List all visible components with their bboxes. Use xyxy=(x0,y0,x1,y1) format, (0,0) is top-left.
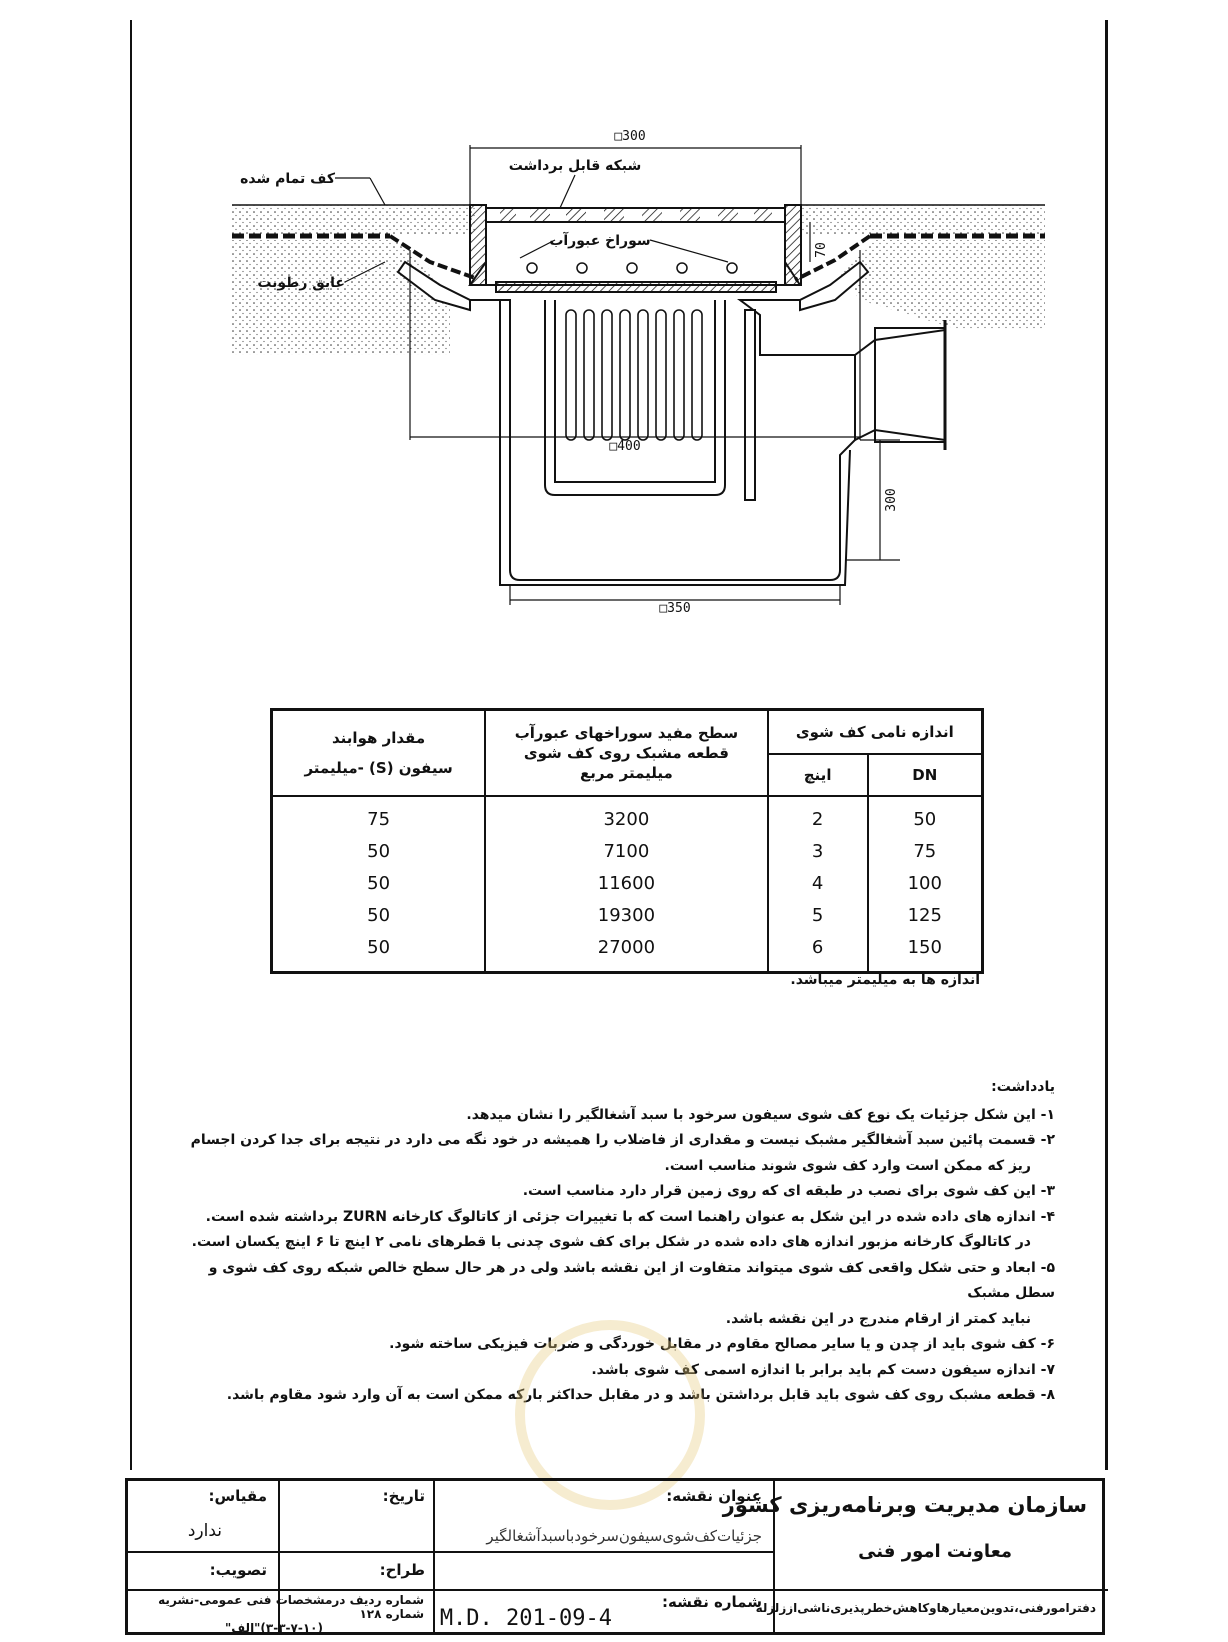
office-name: دفترامورفنی،تدوین‌معیارهاوکاهش‌خطرپذیری‌ناشی‌اززلزله xyxy=(755,1601,1096,1615)
table-row xyxy=(272,899,983,931)
table-row xyxy=(272,931,983,973)
drawing-no-label: شماره نقشه: xyxy=(662,1593,762,1611)
cell-area: 3200 xyxy=(485,796,767,835)
note-item: نباید کمتر از ارقام مندرج در این نقشه باشد. xyxy=(725,1310,1031,1327)
cell-dn: 50 xyxy=(868,796,983,835)
dim-top-width: □300 xyxy=(614,129,646,144)
spec-reference xyxy=(124,1593,424,1635)
table-row xyxy=(272,835,983,867)
cell-seal: 75 xyxy=(272,796,486,835)
label-water-holes: سوراخ عبورآب xyxy=(549,233,651,249)
note-item: ریز که ممکن است وارد کف شوی شوند مناسب است. xyxy=(664,1157,1031,1174)
note-item: ۷- اندازه سیفون دست کم باید برابر با اندازه اسمی کف شوی باشد. xyxy=(591,1361,1055,1378)
scale-value: ندارد xyxy=(187,1521,222,1541)
cell-inch: 5 xyxy=(768,899,868,931)
note-item: ۲- قسمت پائین سبد آشغالگیر مشبک نیست و مقداری از فاضلاب را همیشه در خود نگه می دارد در نتیجه برای جدا کردن اجسام xyxy=(190,1132,1055,1148)
cell-seal: 50 xyxy=(272,835,486,867)
note-item: ۸- قطعه مشبک روی کف شوی باید قابل برداشتن باشد و در مقابل حداکثر بارکه ممکن است به آن وارد شود مقاوم باشد. xyxy=(226,1387,1055,1403)
label-removable-grate: شبکه قابل برداشت xyxy=(508,158,642,174)
date-label: تاریخ: xyxy=(382,1487,425,1505)
header-seal-depth xyxy=(272,710,486,797)
cell-area: 7100 xyxy=(485,835,767,867)
label-finished-floor: کف تمام شده xyxy=(240,171,335,187)
floor-drain-drawing xyxy=(0,0,1228,640)
cell-dn: 150 xyxy=(868,931,983,973)
units-note: اندازه ها به میلیمتر میباشد. xyxy=(790,972,980,988)
note-item: ۵- ابعاد و حتی شکل واقعی کف شوی میتواند متفاوت از این نقشه باشد ولی در هر حال سطح خالص شبکه روی کف شوی و سطل مشبک xyxy=(208,1259,1055,1301)
header-nominal-size: اندازه نامی کف شوی xyxy=(768,710,983,755)
org-name: سازمان مدیریت وبرنامه‌ریزی کشور xyxy=(722,1493,1087,1517)
header-seal-line2: سیفون (S) -میلیمتر xyxy=(304,759,453,777)
cell-seal: 50 xyxy=(272,931,486,973)
spec-reference-line2: (۳-۳-۷-۱۰)"الف" xyxy=(225,1621,323,1635)
note-item: ۱- این شکل جزئیات یک نوع کف شوی سیفون سرخود با سبد آشغالگیر را نشان میدهد. xyxy=(466,1106,1055,1123)
header-inch: اینچ xyxy=(768,754,868,796)
spec-reference-line1: شماره ردیف درمشخصات فنی عمومی-نشریه شماره ۱۲۸ xyxy=(158,1593,424,1621)
dim-bottom-width: □350 xyxy=(659,601,691,616)
cell-inch: 6 xyxy=(768,931,868,973)
table-row xyxy=(272,867,983,899)
approval-label: تصویب: xyxy=(209,1561,267,1579)
cell-seal: 50 xyxy=(272,867,486,899)
header-grate-area: سطح مفید سوراخهای عبورآب قطعه مشبک روی کف شوی میلیمتر مربع xyxy=(485,710,767,797)
cell-dn: 75 xyxy=(868,835,983,867)
drawing-title: جزئیات‌کف‌شوی‌سیفون‌سرخودباسبدآشغالگیر xyxy=(486,1527,762,1545)
deputy-name: معاونت امور فنی xyxy=(858,1541,1012,1562)
header-dn: DN xyxy=(868,754,983,796)
drawing-number: M.D. 201-09-4 xyxy=(439,1606,612,1631)
cell-dn: 125 xyxy=(868,899,983,931)
note-item: در کاتالوگ کارخانه مزبور اندازه های داده شده در شکل برای کف شوی چدنی با قطرهای نامی ۲ اینچ تا ۶ اینچ یکسان است. xyxy=(191,1234,1031,1250)
floor-slab-right xyxy=(795,205,1045,330)
dim-height: 300 xyxy=(884,488,899,512)
table-row xyxy=(272,796,983,835)
specification-table xyxy=(270,708,984,974)
notes-title: یادداشت: xyxy=(991,1079,1055,1095)
drawing-title-label: عنوان نقشه: xyxy=(666,1487,762,1505)
water-holes xyxy=(527,263,737,273)
cell-area: 27000 xyxy=(485,931,767,973)
header-seal-line1: مقدار هوابند xyxy=(332,729,426,747)
dim-inner-width: □400 xyxy=(609,439,641,454)
cell-area: 19300 xyxy=(485,899,767,931)
strainer-basket xyxy=(545,300,725,495)
note-item: ۴- اندازه های داده شده در این شکل به عنوان راهنما است که با تغییرات جزئی از کاتالوگ کارخانه ZURN برداشته شده است. xyxy=(205,1208,1055,1225)
cell-seal: 50 xyxy=(272,899,486,931)
note-item: ۳- این کف شوی برای نصب در طبقه ای که روی زمین قرار دارد مناسب است. xyxy=(522,1183,1055,1199)
cell-inch: 2 xyxy=(768,796,868,835)
designer-label: طراح: xyxy=(379,1561,425,1579)
cell-inch: 3 xyxy=(768,835,868,867)
outlet-pipe xyxy=(855,320,945,450)
cell-dn: 100 xyxy=(868,867,983,899)
label-moisture-barrier: عایق رطوبت xyxy=(257,275,345,291)
cell-area: 11600 xyxy=(485,867,767,899)
dim-grate-depth: 70 xyxy=(814,242,829,258)
scale-label: مقیاس: xyxy=(208,1487,267,1505)
note-item: ۶- کف شوی باید از چدن و یا سایر مصالح مقاوم در مقابل خوردگی و ضربات فیزیکی ساخته شود. xyxy=(389,1336,1055,1352)
seal-baffle xyxy=(745,310,755,500)
title-block xyxy=(125,1478,1105,1635)
removable-grate xyxy=(486,208,785,222)
cell-inch: 4 xyxy=(768,867,868,899)
